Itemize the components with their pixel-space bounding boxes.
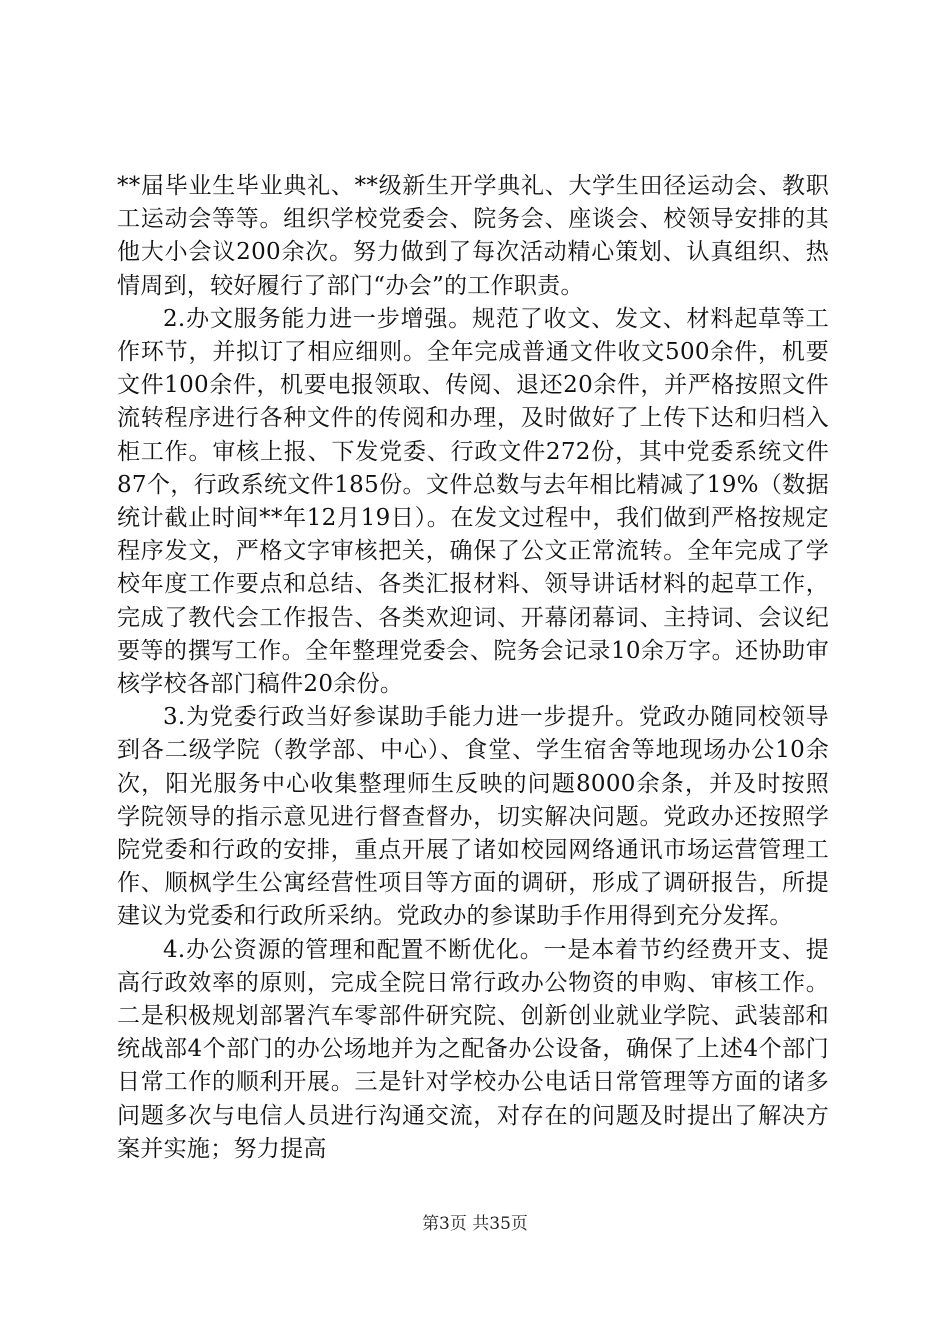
page-footer: 第3页 共35页 [422,1214,528,1234]
paragraph-events-continued: **届毕业生毕业典礼、**级新生开学典礼、大学生田径运动会、教职工运动会等等。组织学校党委会、院务会、座谈会、校领导安排的其他大小会议200余次。努力做到了每次活动精心策划、认真组织、热情周到，较好履行了部门“办会”的工作职责。 [117,173,829,299]
paragraph-document-handling: 2.办文服务能力进一步增强。规范了收文、发文、材料起草等工作环节，并拟订了相应细则。全年完成普通文件收文500余件，机要文件100余件，机要电报领取、传阅、退还20余件，并严格按照文件流转程序进行各种文件的传阅和办理，及时做好了上传下达和归档入柜工作。审核上报、下发党委、行政文件272份，其中党委系统文件87个，行政系统文件185份。文件总数与去年相比精减了19%（数据统计截止时间**年12月19日）。在发文过程中，我们做到严格按规定程序发文，严格文字审核把关，确保了公文正常流转。全年完成了学校年度工作要点和总结、各类汇报材料、领导讲话材料的起草工作，完成了教代会工作报告、各类欢迎词、开幕闭幕词、主持词、会议纪要等的撰写工作。全年整理党委会、院务会记录10余万字。还协助审核学校各部门稿件20余份。 [117,305,829,698]
paragraph-advisory-role: 3.为党委行政当好参谋助手能力进一步提升。党政办随同校领导到各二级学院（教学部、中心）、食堂、学生宿舍等地现场办公10余次，阳光服务中心收集整理师生反映的问题8000余条，并及时按照学院领导的指示意见进行督查督办，切实解决问题。党政办还按照学院党委和行政的安排，重点开展了诸如校园网络通讯市场运营管理工作、顺枫学生公寓经营性项目等方面的调研，形成了调研报告，所提建议为党委和行政所采纳。党政办的参谋助手作用得到充分发挥。 [117,704,829,930]
document-body [117,170,829,1166]
paragraph-office-resources: 4.办公资源的管理和配置不断优化。一是本着节约经费开支、提高行政效率的原则，完成全院日常行政办公物资的申购、审核工作。二是积极规划部署汽车零部件研究院、创新创业就业学院、武装部和统战部4个部门的办公场地并为之配备办公设备，确保了上述4个部门日常工作的顺利开展。三是针对学校办公电话日常管理等方面的诸多问题多次与电信人员进行沟通交流，对存在的问题及时提出了解决方案并实施；努力提高 [117,936,829,1162]
